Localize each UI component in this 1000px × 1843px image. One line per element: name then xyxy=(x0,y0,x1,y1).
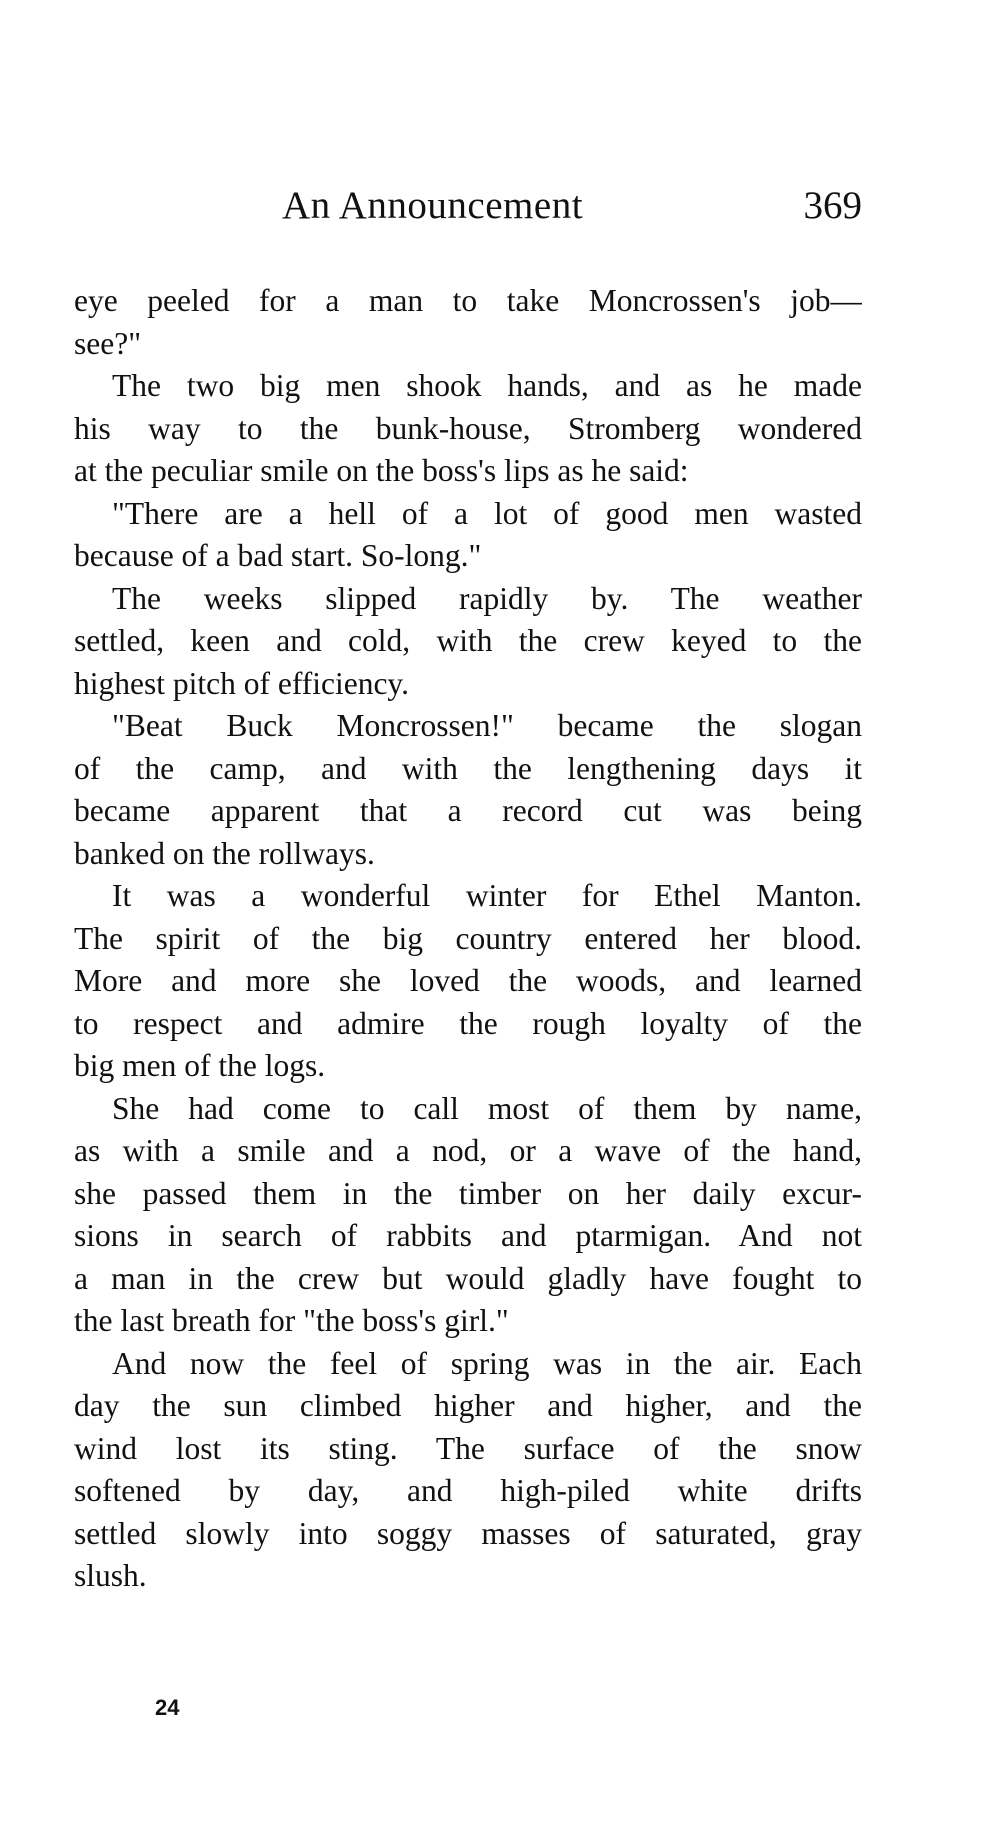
text-line: the last breath for "the boss's girl." xyxy=(74,1303,509,1338)
text-line: banked on the rollways. xyxy=(74,835,375,871)
text-line: The two big men shook hands, and as he made xyxy=(112,368,862,403)
signature-mark: 24 xyxy=(155,1695,180,1720)
chapter-title: An Announcement xyxy=(282,184,584,227)
paragraph xyxy=(74,705,862,875)
text-line: as with a smile and a nod, or a wave of the hand, xyxy=(74,1133,862,1168)
paragraph xyxy=(74,578,862,706)
text-line: sions in search of rabbits and ptarmigan. And not xyxy=(74,1218,862,1253)
text-line: She had come to call most of them by name, xyxy=(112,1090,862,1126)
text-line: became apparent that a record cut was being xyxy=(74,793,862,828)
body-text xyxy=(74,280,862,1598)
paragraph xyxy=(74,875,862,1088)
text-line: wind lost its sting. The surface of the snow xyxy=(74,1430,862,1466)
text-line: see?" xyxy=(74,325,142,361)
text-line: his way to the bunk-house, Stromberg wondered xyxy=(74,410,862,446)
text-line: highest pitch of efficiency. xyxy=(74,665,410,701)
text-line: eye peeled for a man to take Moncrossen's job— xyxy=(74,283,862,318)
text-line: "Beat Buck Moncrossen!" became the slogan xyxy=(112,708,862,743)
text-line: big men of the logs. xyxy=(74,1048,326,1083)
text-line: day the sun climbed higher and higher, and the xyxy=(74,1388,862,1423)
text-line: More and more she loved the woods, and learned xyxy=(74,963,862,998)
text-line: a man in the crew but would gladly have fought to xyxy=(74,1260,862,1296)
text-line: to respect and admire the rough loyalty of the xyxy=(74,1005,862,1041)
paragraph xyxy=(74,1088,862,1343)
text-line: at the peculiar smile on the boss's lips as he said: xyxy=(74,453,689,488)
text-line: And now the feel of spring was in the air. Each xyxy=(112,1345,862,1381)
page-number: 369 xyxy=(803,184,862,227)
paragraph xyxy=(74,493,862,578)
text-line: settled, keen and cold, with the crew keyed to the xyxy=(74,623,862,658)
text-line: slush. xyxy=(74,1558,147,1593)
text-line: The weeks slipped rapidly by. The weather xyxy=(112,580,862,616)
paragraph xyxy=(74,1343,862,1598)
paragraph xyxy=(74,365,862,493)
text-line: of the camp, and with the lengthening days it xyxy=(74,750,862,786)
text-line: softened by day, and high-piled white drifts xyxy=(74,1473,862,1508)
text-line: "There are a hell of a lot of good men wasted xyxy=(112,495,862,531)
paragraph xyxy=(74,280,862,365)
text-line: The spirit of the big country entered her blood. xyxy=(74,920,862,956)
text-line: It was a wonderful winter for Ethel Manton. xyxy=(112,878,862,913)
running-head xyxy=(74,183,862,231)
text-line: because of a bad start. So-long." xyxy=(74,538,482,573)
text-line: she passed them in the timber on her daily excur- xyxy=(74,1175,862,1211)
text-line: settled slowly into soggy masses of saturated, gray xyxy=(74,1515,862,1551)
